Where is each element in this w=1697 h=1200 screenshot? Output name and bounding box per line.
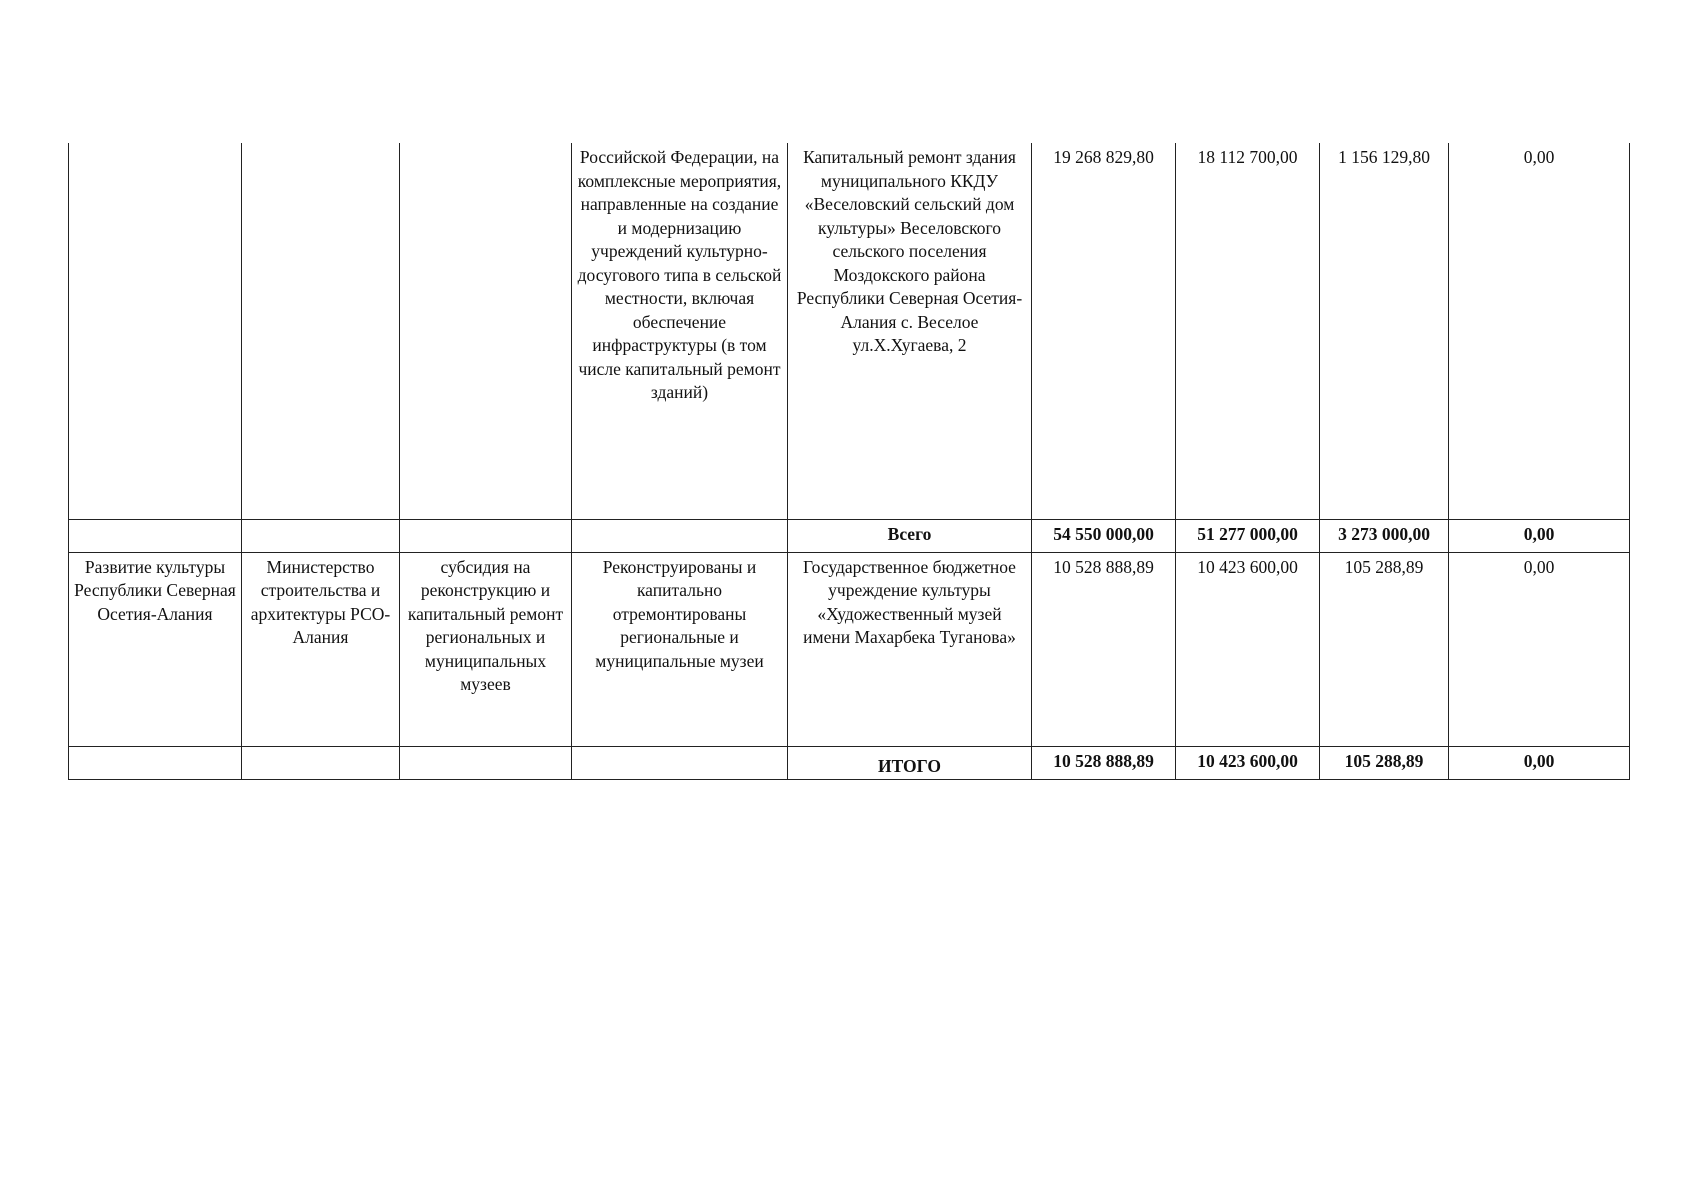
cell-executor: Министерство строительства и архитектуры РСО-Алания bbox=[242, 552, 400, 746]
cell-total-amount: 19 268 829,80 bbox=[1032, 143, 1176, 519]
cell-measure bbox=[400, 746, 572, 779]
cell-total-amount: 54 550 000,00 bbox=[1032, 519, 1176, 552]
cell-local-amount: 0,00 bbox=[1449, 519, 1630, 552]
budget-table bbox=[68, 143, 1630, 780]
cell-federal-amount: 10 423 600,00 bbox=[1176, 552, 1320, 746]
cell-regional-amount: 3 273 000,00 bbox=[1320, 519, 1449, 552]
cell-local-amount: 0,00 bbox=[1449, 143, 1630, 519]
cell-measure: субсидия на реконструкцию и капитальный ремонт региональных и муниципальных музеев bbox=[400, 552, 572, 746]
cell-federal-amount: 18 112 700,00 bbox=[1176, 143, 1320, 519]
cell-executor bbox=[242, 746, 400, 779]
cell-object: Государственное бюджетное учреждение культуры «Художественный музей имени Махарбека Туганова» bbox=[788, 552, 1032, 746]
cell-result bbox=[572, 519, 788, 552]
cell-measure bbox=[400, 519, 572, 552]
cell-object: Капитальный ремонт здания муниципального ККДУ «Веселовский сельский дом культуры» Веселовского сельского поселения Моздокского района Республики Северная Осетия-Алания с. Веселое ул.Х.Хугаева, 2 bbox=[788, 143, 1032, 519]
cell-measure bbox=[400, 143, 572, 519]
cell-executor bbox=[242, 143, 400, 519]
grand-total-label: ИТОГО bbox=[878, 755, 941, 776]
subtotal-label: Всего bbox=[788, 519, 1032, 552]
cell-result: Российской Федерации, на комплексные мероприятия, направленные на создание и модернизацию учреждений культурно-досугового типа в сельской местности, включая обеспечение инфраструктуры (в том числе капитальный ремонт зданий) bbox=[572, 143, 788, 519]
cell-regional-amount: 105 288,89 bbox=[1320, 552, 1449, 746]
cell-program: Развитие культуры Республики Северная Осетия-Алания bbox=[69, 552, 242, 746]
cell-regional-amount: 1 156 129,80 bbox=[1320, 143, 1449, 519]
table-row bbox=[69, 143, 1630, 519]
cell-local-amount: 0,00 bbox=[1449, 552, 1630, 746]
cell-result bbox=[572, 746, 788, 779]
cell-executor bbox=[242, 519, 400, 552]
cell-program bbox=[69, 746, 242, 779]
table-row bbox=[69, 552, 1630, 746]
grand-total-cell bbox=[788, 746, 1032, 779]
table-row-subtotal bbox=[69, 519, 1630, 552]
cell-result: Реконструированы и капитально отремонтированы региональные и муниципальные музеи bbox=[572, 552, 788, 746]
cell-federal-amount: 51 277 000,00 bbox=[1176, 519, 1320, 552]
cell-total-amount: 10 528 888,89 bbox=[1032, 552, 1176, 746]
cell-program bbox=[69, 143, 242, 519]
cell-program bbox=[69, 519, 242, 552]
cell-federal-amount: 10 423 600,00 bbox=[1176, 746, 1320, 779]
table-row-grand-total bbox=[69, 746, 1630, 779]
cell-local-amount: 0,00 bbox=[1449, 746, 1630, 779]
cell-total-amount: 10 528 888,89 bbox=[1032, 746, 1176, 779]
cell-regional-amount: 105 288,89 bbox=[1320, 746, 1449, 779]
